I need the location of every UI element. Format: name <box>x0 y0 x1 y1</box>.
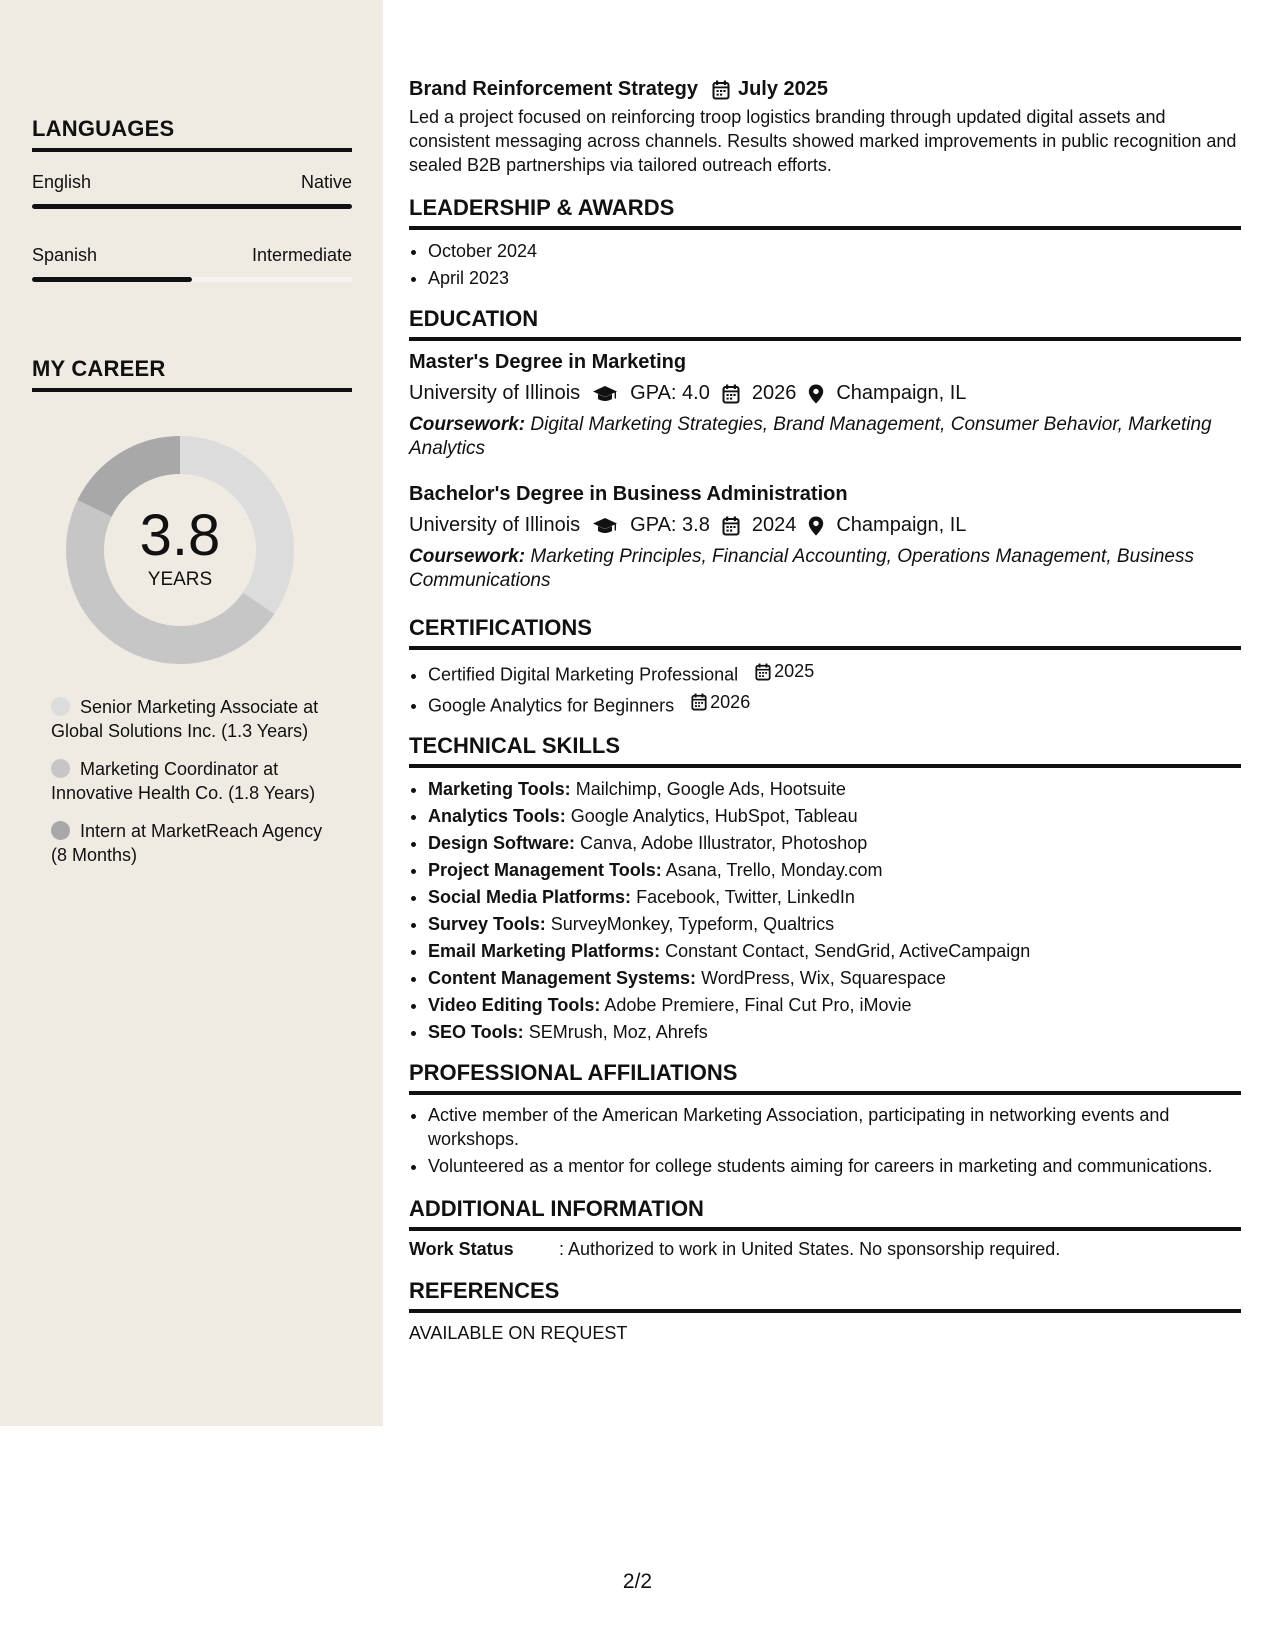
language-bar-fill <box>32 204 352 209</box>
skill-label: Project Management Tools: <box>428 860 662 880</box>
certification-name: Certified Digital Marketing Professional <box>428 664 739 685</box>
skill-label: Email Marketing Platforms: <box>428 941 661 961</box>
graduation-cap-icon <box>592 385 618 403</box>
skill-label: Design Software: <box>428 833 576 853</box>
language-level: Native <box>300 172 352 192</box>
coursework-label: Coursework: <box>409 414 526 435</box>
career-legend-dot <box>51 697 70 716</box>
education-entry <box>409 351 1241 461</box>
certification-date <box>691 689 750 716</box>
location-pin-icon <box>808 516 824 536</box>
language-bar-fill <box>32 277 192 282</box>
project-date <box>712 78 828 101</box>
leadership-list <box>409 238 1241 292</box>
location-group <box>808 382 966 405</box>
education-meta <box>409 382 1241 405</box>
education-meta <box>409 514 1241 537</box>
references-text: AVAILABLE ON REQUEST <box>409 1323 628 1343</box>
skill-value: Asana, Trello, Monday.com <box>665 860 883 880</box>
skill-label: Content Management Systems: <box>428 968 697 988</box>
career-item <box>51 819 331 867</box>
leadership-heading: LEADERSHIP & AWARDS <box>409 195 1241 230</box>
skill-label: Analytics Tools: <box>428 806 566 826</box>
languages-heading: LANGUAGES <box>32 116 352 152</box>
skill-value: Canva, Adobe Illustrator, Photoshop <box>580 833 868 853</box>
degree-title: Master's Degree in Marketing <box>409 351 687 373</box>
skill-value: Google Analytics, HubSpot, Tableau <box>570 806 858 826</box>
project-title: Brand Reinforcement Strategy <box>409 78 698 100</box>
project-title-row <box>409 78 1241 101</box>
school-location: Champaign, IL <box>836 382 967 404</box>
career-list <box>51 695 331 881</box>
skill-value: Mailchimp, Google Ads, Hootsuite <box>575 779 846 799</box>
gpa-value: GPA: 3.8 <box>630 514 710 536</box>
certifications-heading: CERTIFICATIONS <box>409 615 1241 650</box>
calendar-icon <box>722 384 740 404</box>
references-heading: REFERENCES <box>409 1278 1241 1313</box>
degree-title: Bachelor's Degree in Business Administration <box>409 483 848 505</box>
main-content <box>409 78 1241 1344</box>
career-legend-dot <box>51 759 70 778</box>
language-row-spanish <box>32 245 352 267</box>
career-legend-dot <box>51 821 70 840</box>
career-heading: MY CAREER <box>32 356 352 392</box>
skill-value: Constant Contact, SendGrid, ActiveCampaign <box>665 941 1031 961</box>
language-level: Intermediate <box>251 245 352 265</box>
career-total-value: 3.8 <box>139 503 221 568</box>
project-date-text: July 2025 <box>737 78 829 100</box>
coursework <box>409 413 1241 461</box>
skill-value: Adobe Premiere, Final Cut Pro, iMovie <box>604 995 912 1015</box>
coursework-text: Digital Marketing Strategies, Brand Management, Consumer Behavior, Marketing Analytics <box>409 414 1212 459</box>
certification-year: 2025 <box>774 661 815 681</box>
list-item <box>428 803 1241 830</box>
additional-section <box>409 1196 1241 1260</box>
affiliations-section <box>409 1060 1241 1178</box>
calendar-icon <box>722 516 740 536</box>
location-group <box>808 514 966 537</box>
skill-label: Marketing Tools: <box>428 779 571 799</box>
work-status-value: : Authorized to work in United States. No sponsorship required. <box>559 1239 1061 1259</box>
language-row-english <box>32 172 352 194</box>
school-name: University of Illinois <box>409 382 581 404</box>
skill-value: Facebook, Twitter, LinkedIn <box>636 887 855 907</box>
skill-label: Survey Tools: <box>428 914 546 934</box>
coursework <box>409 545 1241 593</box>
certifications-section <box>409 615 1241 719</box>
language-name: Spanish <box>32 245 98 265</box>
location-pin-icon <box>808 384 824 404</box>
certification-name: Google Analytics for Beginners <box>428 695 675 715</box>
list-item: • April 2023 <box>428 265 1241 292</box>
sidebar <box>0 0 383 1426</box>
graduation-cap-icon <box>592 517 618 535</box>
work-status-row <box>409 1239 1241 1260</box>
technical-skills-list <box>409 776 1241 1046</box>
language-bar-english <box>32 204 352 209</box>
references-section <box>409 1278 1241 1344</box>
education-heading: EDUCATION <box>409 306 1241 341</box>
list-item <box>428 658 1241 689</box>
calendar-icon <box>755 663 771 681</box>
certifications-list <box>409 658 1241 719</box>
list-item <box>428 857 1241 884</box>
list-item <box>428 938 1241 965</box>
career-item-text: Senior Marketing Associate at Global Solutions Inc. (1.3 Years) <box>51 697 319 741</box>
list-item <box>428 884 1241 911</box>
skill-label: SEO Tools: <box>428 1022 524 1042</box>
list-item: • Volunteered as a mentor for college students aiming for careers in marketing and communications. <box>428 1154 1241 1178</box>
certification-year: 2026 <box>710 691 751 712</box>
gpa-group <box>592 514 710 537</box>
career-item-text: Intern at MarketReach Agency (8 Months) <box>51 821 323 865</box>
language-bar-spanish <box>32 277 352 282</box>
skill-value: SEMrush, Moz, Ahrefs <box>528 1022 708 1042</box>
career-donut-center <box>60 430 300 670</box>
education-section <box>409 306 1241 593</box>
school-location: Champaign, IL <box>836 514 967 536</box>
certification-date <box>755 658 814 685</box>
coursework-text: Marketing Principles, Financial Accounting, Operations Management, Business Communications <box>409 546 1194 591</box>
career-donut-chart <box>60 430 300 670</box>
list-item: • Active member of the American Marketing Association, participating in networking events and workshops. <box>428 1103 1241 1151</box>
technical-skills-heading: TECHNICAL SKILLS <box>409 733 1241 768</box>
year-group <box>722 514 797 537</box>
language-name: English <box>32 172 92 192</box>
project-description: Led a project focused on reinforcing troop logistics branding through updated digital assets and consistent messaging across channels. Results showed marked improvements in public recognition and sealed B2B partnerships via tailored outreach efforts. <box>409 107 1237 175</box>
school-name: University of Illinois <box>409 514 581 536</box>
affiliations-list <box>409 1103 1241 1178</box>
graduation-year: 2024 <box>751 514 797 536</box>
list-item <box>428 689 1241 720</box>
graduation-year: 2026 <box>751 382 797 404</box>
list-item <box>428 965 1241 992</box>
calendar-icon <box>691 693 707 711</box>
work-status-label: Work Status <box>409 1239 514 1259</box>
list-item <box>428 776 1241 803</box>
list-item: • October 2024 <box>428 238 1241 265</box>
affiliations-heading: PROFESSIONAL AFFILIATIONS <box>409 1060 1241 1095</box>
skill-label: Video Editing Tools: <box>428 995 601 1015</box>
career-total-unit: YEARS <box>147 569 213 590</box>
skill-value: SurveyMonkey, Typeform, Qualtrics <box>550 914 835 934</box>
education-entry <box>409 483 1241 593</box>
coursework-label: Coursework: <box>409 546 526 567</box>
calendar-icon <box>712 80 730 100</box>
languages-section <box>32 116 352 282</box>
page-number: 2/2 <box>622 1570 653 1593</box>
list-item <box>428 911 1241 938</box>
list-item <box>428 1019 1241 1046</box>
gpa-value: GPA: 4.0 <box>630 382 710 404</box>
career-item <box>51 695 331 743</box>
technical-skills-section <box>409 733 1241 1046</box>
career-item <box>51 757 331 805</box>
skill-value: WordPress, Wix, Squarespace <box>701 968 946 988</box>
career-item-text: Marketing Coordinator at Innovative Health Co. (1.8 Years) <box>51 759 316 803</box>
list-item <box>428 992 1241 1019</box>
leadership-section <box>409 195 1241 292</box>
career-section <box>32 356 352 392</box>
additional-heading: ADDITIONAL INFORMATION <box>409 1196 1241 1231</box>
project-entry <box>409 78 1241 177</box>
list-item <box>428 830 1241 857</box>
year-group <box>722 382 797 405</box>
gpa-group <box>592 382 710 405</box>
skill-label: Social Media Platforms: <box>428 887 632 907</box>
